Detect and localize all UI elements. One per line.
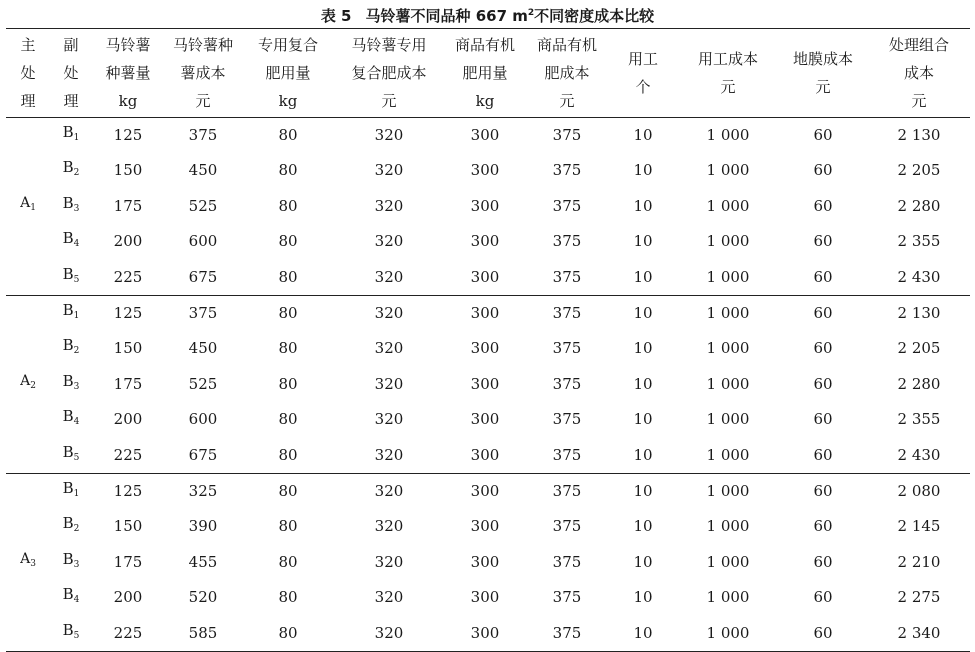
table-cell: 80 [278,126,298,144]
table-cell: 1 000 [706,410,750,429]
table-cell: 60 [813,410,833,429]
table-cell: 200 [113,410,143,429]
sub-treatment-label: B [62,585,74,604]
sub-treatment-cell [50,580,92,615]
column-header-3 [92,29,164,118]
table-cell: 450 [188,161,218,180]
table-cell: 150 [113,517,143,536]
sub-treatment-cell [50,118,92,154]
column-header-line: 马铃薯 [105,36,151,54]
table-cell: 375 [552,339,582,358]
table-cell: 10 [633,552,653,571]
table-cell: 375 [552,304,582,323]
sub-treatment-cell [50,474,92,510]
table-cell: 1 000 [706,161,750,180]
table-cell: 300 [470,339,500,358]
sub-treatment-cell [50,224,92,259]
table-row [6,438,970,474]
table-cell: 1 000 [706,482,750,501]
table-cell: 2 280 [897,196,941,215]
sub-treatment-subscript: 5 [73,630,80,641]
column-header-line: 主 [20,36,36,54]
table-cell: 60 [813,445,833,464]
table-caption [0,3,975,26]
sub-treatment-subscript: 1 [73,311,80,322]
table-row [6,580,970,615]
table-cell: 375 [188,304,218,323]
table-cell: 60 [813,482,833,501]
table-cell: 2 430 [897,267,941,286]
table-title-part-1: 马铃薯不同品种 667 m [365,7,528,25]
sub-treatment-label: B [62,264,74,283]
sub-treatment-label: B [62,371,74,390]
column-header-4 [164,29,242,118]
table-cell: 80 [278,232,298,251]
table-cell: 80 [278,410,298,429]
table-cell: 125 [113,304,143,323]
table-number: 表 5 [320,7,352,25]
table-cell: 80 [278,267,298,286]
sub-treatment-label: B [62,123,74,141]
column-header-line: 副 [63,36,79,54]
table-cell: 1 000 [706,374,750,393]
table-row [6,474,970,510]
table-cell: 2 205 [897,339,941,358]
table-cell: 390 [188,517,218,536]
table-cell: 300 [470,374,500,393]
table-cell: 1 000 [706,445,750,464]
column-header-8 [526,29,608,118]
table-row [6,367,970,402]
table-cell: 325 [188,482,218,501]
column-header-line: 马铃薯种 [172,36,233,54]
main-treatment-label: A [20,373,31,390]
main-treatment-subscript: 3 [30,559,36,570]
table-cell: 125 [113,126,143,144]
table-cell: 60 [813,232,833,251]
table-cell: 80 [278,196,298,215]
treatment-group [6,118,970,296]
column-header-line: kg [118,92,138,110]
sub-treatment-cell [50,367,92,402]
column-header-line: kg [475,92,495,110]
table-row [6,224,970,259]
sub-treatment-subscript: 5 [73,274,80,285]
table-cell: 80 [278,552,298,571]
sub-treatment-label: B [62,549,74,568]
table-title-superscript: 2 [527,8,535,18]
column-header-6 [334,29,444,118]
table-row [6,509,970,544]
table-cell: 10 [633,304,653,323]
table-row [6,118,970,154]
column-header-line: 肥用量 [265,64,311,82]
table-cell: 1 000 [706,232,750,251]
column-header-line: 元 [195,92,211,110]
table-cell: 225 [113,623,143,642]
column-header-line: 处理组合 [888,36,949,54]
table-cell: 320 [374,304,404,323]
table-cell: 300 [470,623,500,642]
table-cell: 375 [552,445,582,464]
table-header [6,29,970,118]
table-cell: 10 [633,161,653,180]
table-cell: 525 [188,196,218,215]
sub-treatment-cell [50,153,92,188]
sub-treatment-label: B [62,407,74,426]
column-header-line: 种薯量 [105,64,151,82]
table-cell: 375 [552,410,582,429]
column-header-line: 元 [815,78,831,96]
table-cell: 2 080 [897,482,941,501]
table-cell: 10 [633,126,653,144]
table-cell: 675 [188,267,218,286]
sub-treatment-label: B [62,442,74,461]
table-cell: 520 [188,588,218,607]
sub-treatment-cell [50,296,92,332]
table-cell: 2 430 [897,445,941,464]
column-header-line: 成本 [903,64,934,82]
table-cell: 10 [633,196,653,215]
sub-treatment-label: B [62,336,74,355]
table-cell: 10 [633,339,653,358]
table-row [6,331,970,366]
table-cell: 10 [633,623,653,642]
table-cell: 60 [813,196,833,215]
sub-treatment-subscript: 2 [73,524,80,535]
table-cell: 10 [633,267,653,286]
column-header-11 [778,29,868,118]
sub-treatment-label: B [62,479,74,498]
table-cell: 80 [278,304,298,323]
table-cell: 300 [470,445,500,464]
table-cell: 80 [278,374,298,393]
column-header-line: 理 [63,92,79,110]
table-cell: 80 [278,588,298,607]
column-header-line: 元 [720,78,736,96]
sub-treatment-subscript: 3 [73,559,80,570]
main-treatment-cell [6,118,50,296]
main-treatment-cell [6,296,50,474]
table-cell: 60 [813,267,833,286]
table-cell: 320 [374,232,404,251]
table-cell: 2 205 [897,161,941,180]
table-cell: 600 [188,410,218,429]
table-cell: 80 [278,339,298,358]
column-header-line: 处 [20,64,36,82]
table-cell: 2 130 [897,126,941,144]
table-cell: 300 [470,588,500,607]
table-cell: 225 [113,445,143,464]
table-cell: 300 [470,196,500,215]
table-cell: 300 [470,482,500,501]
table-cell: 320 [374,482,404,501]
column-header-10 [678,29,778,118]
table-cell: 320 [374,588,404,607]
table-cell: 300 [470,161,500,180]
column-header-line: 专用复合 [257,36,318,54]
column-header-line: 理 [20,92,36,110]
table-cell: 375 [552,161,582,180]
column-header-line: 商品有机 [536,36,597,54]
table-cell: 375 [552,552,582,571]
table-cell: 1 000 [706,339,750,358]
header-row [6,29,970,118]
table-cell: 1 000 [706,267,750,286]
table-cell: 2 210 [897,552,941,571]
table-cell: 60 [813,552,833,571]
sub-treatment-cell [50,438,92,474]
table-cell: 1 000 [706,126,750,144]
table-cell: 300 [470,517,500,536]
table-cell: 375 [552,623,582,642]
table-cell: 2 275 [897,588,941,607]
sub-treatment-label: B [62,158,74,177]
table-row [6,402,970,437]
table-row [6,260,970,296]
table-cell: 80 [278,623,298,642]
table-row [6,189,970,224]
table-cell: 375 [552,482,582,501]
table-cell: 60 [813,126,833,144]
table-cell: 150 [113,161,143,180]
table-cell: 125 [113,482,143,501]
table-cell: 300 [470,126,500,144]
table-row [6,296,970,332]
table-cell: 60 [813,374,833,393]
sub-treatment-cell [50,509,92,544]
table-cell: 200 [113,232,143,251]
column-header-line: 马铃薯专用 [351,36,427,54]
table-cell: 80 [278,517,298,536]
table-cell: 1 000 [706,517,750,536]
sub-treatment-subscript: 4 [73,595,80,606]
table-cell: 375 [552,232,582,251]
table-cell: 10 [633,232,653,251]
table-cell: 585 [188,623,218,642]
table-cell: 60 [813,304,833,323]
table-cell: 80 [278,161,298,180]
main-treatment-subscript: 1 [30,203,36,214]
column-header-line: 复合肥成本 [351,64,427,82]
sub-treatment-subscript: 5 [73,452,80,463]
sub-treatment-label: B [62,229,74,248]
sub-treatment-label: B [62,620,74,639]
sub-treatment-label: B [62,301,74,320]
sub-treatment-label: B [62,193,74,212]
column-header-line: 处 [63,64,79,82]
table-cell: 375 [552,267,582,286]
table-cell: 2 145 [897,517,941,536]
sub-treatment-cell [50,331,92,366]
table-cell: 150 [113,339,143,358]
column-header-line: 商品有机 [454,36,515,54]
column-header-line: 元 [559,92,575,110]
sub-treatment-subscript: 1 [73,133,80,143]
table-cell: 10 [633,482,653,501]
table-cell: 1 000 [706,304,750,323]
table-cell: 80 [278,445,298,464]
column-header-line: kg [278,92,298,110]
table-cell: 320 [374,126,404,144]
column-header-2 [50,29,92,118]
column-header-line: 肥成本 [544,64,590,82]
treatment-group [6,296,970,474]
table-cell: 2 130 [897,304,941,323]
table-cell: 225 [113,267,143,286]
sub-treatment-subscript: 2 [73,168,80,179]
table-cell: 300 [470,267,500,286]
sub-treatment-subscript: 3 [73,203,80,214]
sub-treatment-subscript: 2 [73,346,80,357]
table-cell: 200 [113,588,143,607]
main-treatment-label: A [20,551,31,568]
table-cell: 320 [374,161,404,180]
column-header-12 [868,29,970,118]
column-header-line: 地膜成本 [792,50,853,68]
table-cell: 60 [813,588,833,607]
table-cell: 2 355 [897,410,941,429]
column-header-1 [6,29,50,118]
table-cell: 175 [113,374,143,393]
table-cell: 375 [552,517,582,536]
table-cell: 60 [813,339,833,358]
table-cell: 320 [374,374,404,393]
column-header-line: 肥用量 [462,64,508,82]
table-cell: 2 355 [897,232,941,251]
table-cell: 60 [813,161,833,180]
table-cell: 375 [552,588,582,607]
column-header-line: 元 [381,92,397,110]
table-cell: 525 [188,374,218,393]
main-treatment-subscript: 2 [30,381,36,392]
table-cell: 60 [813,623,833,642]
sub-treatment-cell [50,260,92,296]
table-cell: 675 [188,445,218,464]
table-cell: 320 [374,267,404,286]
table-cell: 455 [188,552,218,571]
table-cell: 175 [113,552,143,571]
table-row [6,153,970,188]
column-header-5 [242,29,334,118]
table-cell: 10 [633,517,653,536]
table-cell: 375 [552,126,582,144]
table-cell: 320 [374,339,404,358]
main-treatment-label: A [20,195,31,212]
table-cell: 1 000 [706,588,750,607]
sub-treatment-label: B [62,514,74,533]
table-cell: 320 [374,623,404,642]
table-cell: 300 [470,232,500,251]
table-cell: 10 [633,374,653,393]
column-header-9 [608,29,678,118]
sub-treatment-subscript: 1 [73,489,80,500]
table-row [6,616,970,652]
table-cell: 2 340 [897,623,941,642]
table-cell: 1 000 [706,623,750,642]
column-header-line: 用工成本 [697,50,758,68]
table-cell: 320 [374,517,404,536]
table-cell: 450 [188,339,218,358]
column-header-line: 个 [635,78,651,96]
table-cell: 10 [633,445,653,464]
table-cell: 300 [470,410,500,429]
cost-comparison-table [6,28,970,652]
sub-treatment-cell [50,616,92,652]
sub-treatment-cell [50,402,92,437]
table-cell: 10 [633,410,653,429]
column-header-7 [444,29,526,118]
table-cell: 60 [813,517,833,536]
table-cell: 320 [374,445,404,464]
sub-treatment-subscript: 3 [73,381,80,392]
table-cell: 2 280 [897,374,941,393]
column-header-line: 元 [911,92,927,110]
table-cell: 600 [188,232,218,251]
table-cell: 1 000 [706,552,750,571]
table-cell: 175 [113,196,143,215]
column-header-line: 用工 [627,50,658,68]
table-cell: 375 [188,126,218,144]
table-cell: 1 000 [706,196,750,215]
table-cell: 300 [470,552,500,571]
table-cell: 320 [374,410,404,429]
table-cell: 320 [374,552,404,571]
table-cell: 375 [552,374,582,393]
table-cell: 375 [552,196,582,215]
sub-treatment-subscript: 4 [73,417,80,428]
sub-treatment-cell [50,189,92,224]
table-cell: 80 [278,482,298,501]
sub-treatment-subscript: 4 [73,239,80,250]
table-cell: 320 [374,196,404,215]
table-cell: 300 [470,304,500,323]
table-title-part-2: 不同密度成本比较 [534,7,655,25]
table-cell: 10 [633,588,653,607]
column-header-line: 薯成本 [180,64,226,82]
